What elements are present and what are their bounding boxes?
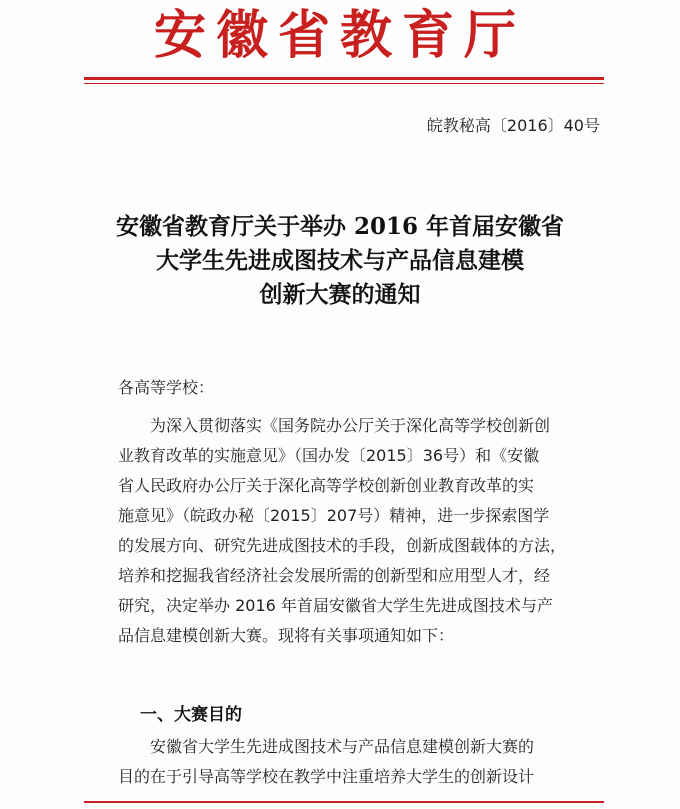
title-line: 安徽省教育厅关于举办 2016 年首届安徽省 <box>115 213 565 240</box>
salutation: 各高等学校： <box>118 378 215 397</box>
paragraph-line: 品信息建模创新大赛。现将有关事项通知如下： <box>118 626 455 645</box>
paragraph-line: 研究，决定举办 2016 年首届安徽省大学生先进成图技术与产 <box>118 596 553 615</box>
section-heading-purpose: 一、大赛目的 <box>140 705 242 725</box>
paragraph-purpose <box>118 732 608 792</box>
title-line: 大学生先进成图技术与产品信息建模 <box>156 247 524 274</box>
paragraph-line: 施意见》（皖政办秘〔2015〕207号）精神，进一步探索图学 <box>118 506 550 525</box>
document-number: 皖教秘高〔2016〕40号 <box>426 116 600 135</box>
paragraph-line: 业教育改革的实施意见》（国办发〔2015〕36号）和《安徽 <box>118 446 540 465</box>
masthead-rule-thick <box>84 77 604 80</box>
paragraph-line: 培养和挖掘我省经济社会发展所需的创新型和应用型人才，经 <box>118 566 551 585</box>
paragraph-line: 省人民政府办公厅关于深化高等学校创新创业教育改革的实 <box>118 476 535 495</box>
page-bottom-rule <box>84 801 604 803</box>
paragraph-intro <box>118 411 608 651</box>
paragraph-line: 的发展方向、研究先进成图技术的手段，创新成图载体的方法， <box>118 536 567 555</box>
document-title <box>90 210 590 312</box>
agency-masthead: 安徽省教育厅 <box>153 5 526 66</box>
title-line: 创新大赛的通知 <box>259 281 421 308</box>
paragraph-line: 为深入贯彻落实《国务院办公厅关于深化高等学校创新创 <box>118 416 551 435</box>
masthead-rule-thin <box>84 83 604 84</box>
paragraph-line: 安徽省大学生先进成图技术与产品信息建模创新大赛的 <box>118 737 535 756</box>
paragraph-line: 目的在于引导高等学校在教学中注重培养大学生的创新设计 <box>118 767 535 786</box>
